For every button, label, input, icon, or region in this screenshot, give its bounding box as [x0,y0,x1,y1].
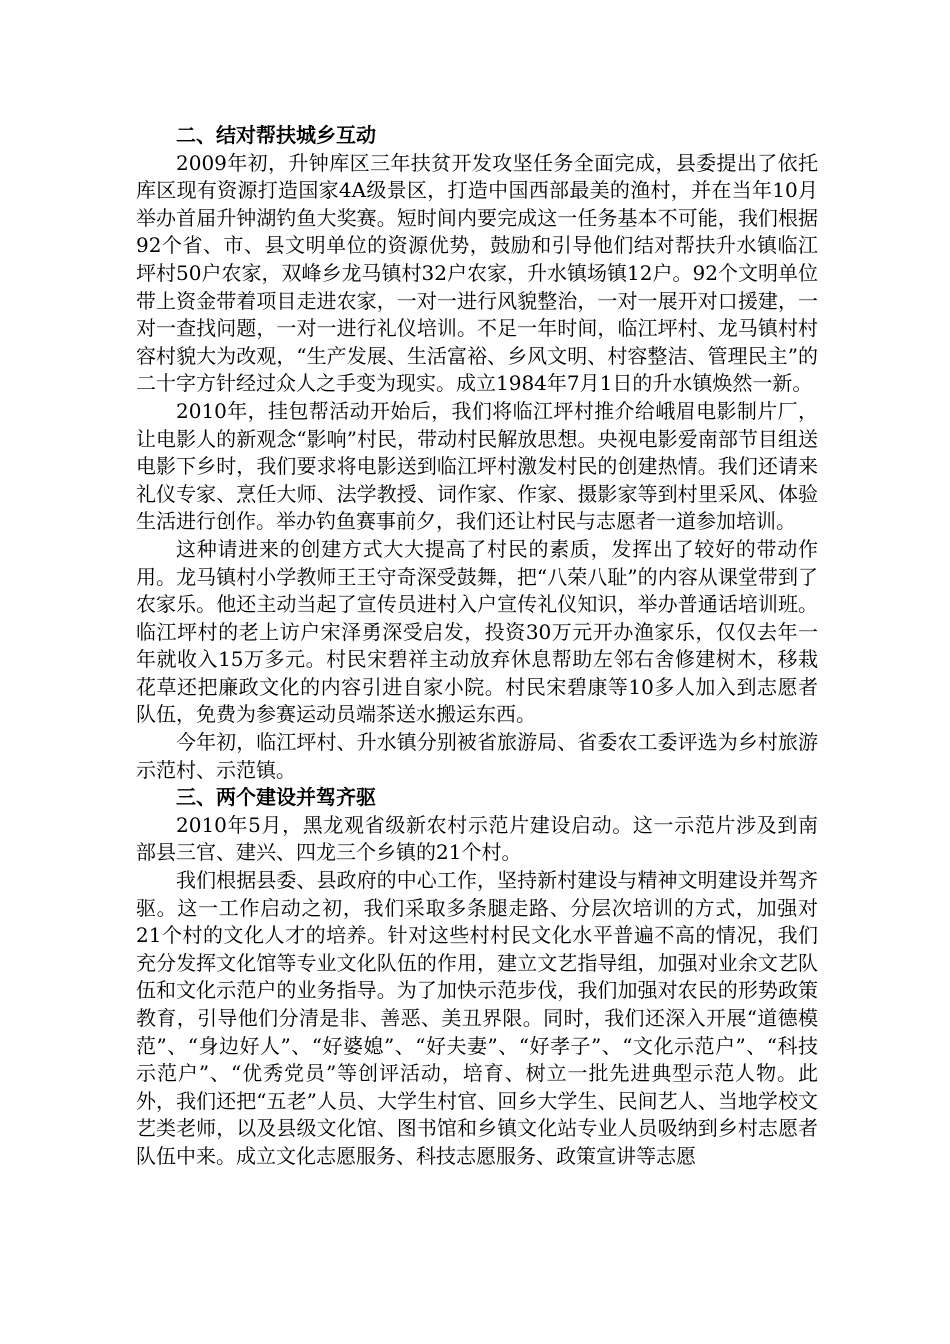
paragraph: 2009年初，升钟库区三年扶贫开发攻坚任务全面完成，县委提出了依托库区现有资源打造国家4A级景区，打造中国西部最美的渔村，并在当年10月举办首届升钟湖钓鱼大奖赛。短时间内要完成这一任务基本不可能，我们根据92个省、市、县文明单位的资源优势，鼓励和引导他们结对帮扶升水镇临江坪村50户农家，双峰乡龙马镇村32户农家，升水镇场镇12户。92个文明单位带上资金带着项目走进农家，一对一进行风貌整治，一对一展开对口援建，一对一查找问题，一对一进行礼仪培训。不足一年时间，临江坪村、龙马镇村村容村貌大为改观，“生产发展、生活富裕、乡风文明、村容整洁、管理民主”的二十字方针经过众人之手变为现实。成立1984年7月1日的升水镇焕然一新。 [136,150,818,396]
section-heading-pairing-assistance: 二、结对帮扶城乡互动 [176,123,376,147]
document-page [136,122,818,1171]
paragraph: 2010年5月，黑龙观省级新农村示范片建设启动。这一示范片涉及到南部县三官、建兴、四龙三个乡镇的21个村。 [136,812,818,865]
section-heading-two-constructions: 三、两个建设并驾齐驱 [176,785,376,810]
paragraph: 今年初，临江坪村、升水镇分别被省旅游局、省委农工委评选为乡村旅游示范村、示范镇。 [136,730,818,782]
paragraph: 2010年，挂包帮活动开始后，我们将临江坪村推介给峨眉电影制片厂，让电影人的新观念“影响”村民，带动村民解放思想。央视电影爱南部节目组送电影下乡时，我们要求将电影送到临江坪村激发村民的创建热情。我们还请来礼仪专家、烹任大师、法学教授、词作家、作家、摄影家等到村里采风、体验生活进行创作。举办钓鱼赛事前夕，我们还让村民与志愿者一道参加培训。 [136,398,818,534]
paragraph: 我们根据县委、县政府的中心工作，坚持新村建设与精神文明建设并驾齐驱。这一工作启动之初，我们采取多条腿走路、分层次培训的方式，加强对21个村的文化人才的培养。针对这些村村民文化水平普遍不高的情况，我们充分发挥文化馆等专业文化队伍的作用，建立文艺指导组，加强对业余文艺队伍和文化示范户的业务指导。为了加快示范步伐，我们加强对农民的形势政策教育，引导他们分清是非、善恶、美丑界限。同时，我们还深入开展“道德模范”、“身边好人”、“好婆媳”、“好夫妻”、“好孝子”、“文化示范户”、“科技示范户”、“优秀党员”等创评活动，培育、树立一批先进典型示范人物。此外，我们还把“五老”人员、大学生村官、回乡大学生、民间艺人、当地学校文艺类老师，以及县级文化馆、图书馆和乡镇文化站专业人员吸纳到乡村志愿者队伍中来。成立文化志愿服务、科技志愿服务、政策宣讲等志愿 [136,868,818,1168]
paragraph: 这种请进来的创建方式大大提高了村民的素质，发挥出了较好的带动作用。龙马镇村小学教师王王守奇深受鼓舞，把“八荣八耻”的内容从课堂带到了农家乐。他还主动当起了宣传员进村入户宣传礼仪知识，举办普通话培训班。临江坪村的老上访户宋泽勇深受启发，投资30万元开办渔家乐，仅仅去年一年就收入15万多元。村民宋碧祥主动放弃休息帮助左邻右舍修建树木，移栽花草还把廉政文化的内容引进自家小院。村民宋碧康等10多人加入到志愿者队伍，免费为参赛运动员端茶送水搬运东西。 [136,536,818,727]
